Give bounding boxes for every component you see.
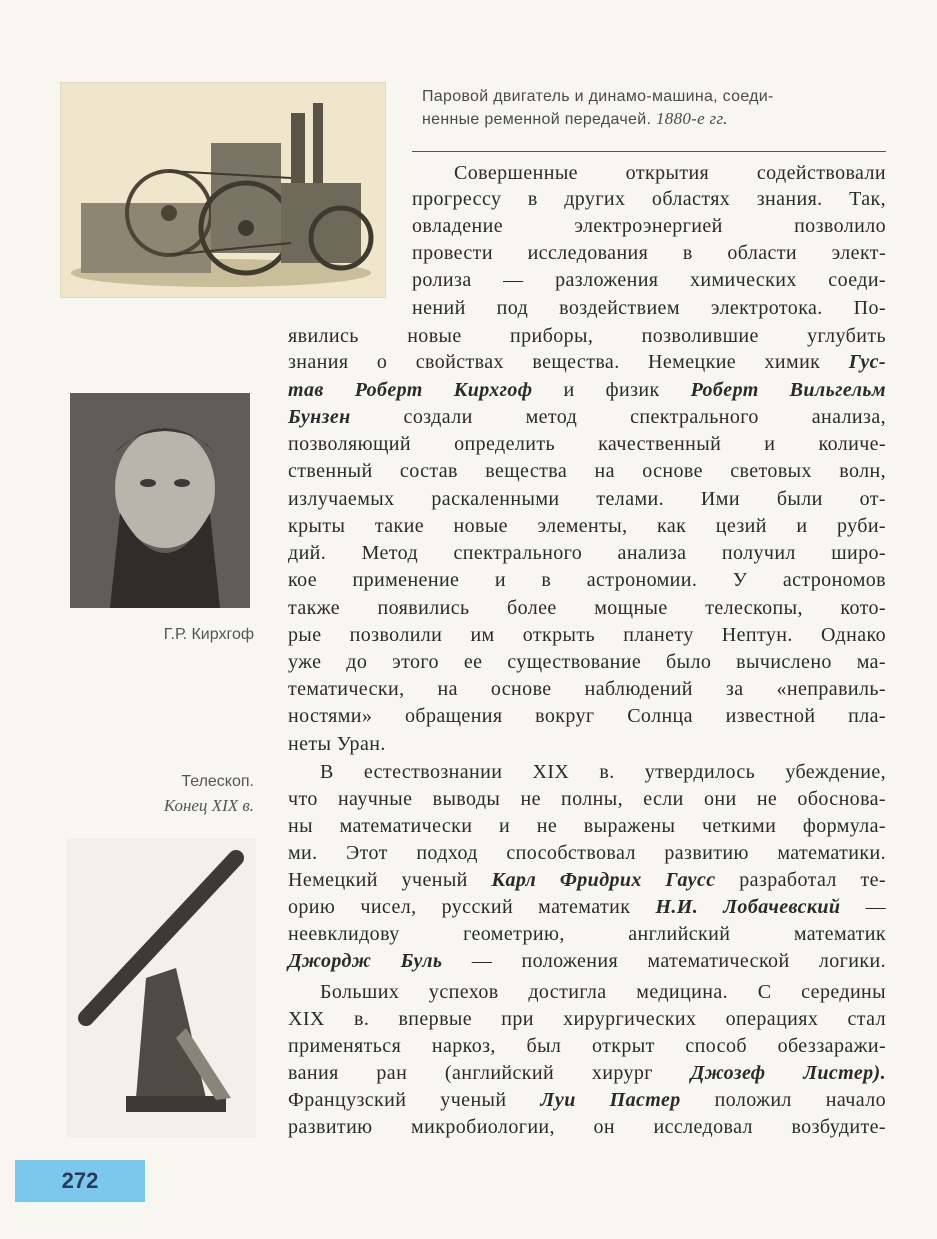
text-span: ственный состав вещества на основе световых волн,	[288, 460, 886, 482]
text-line	[288, 676, 886, 703]
text-span: Французский ученый	[288, 1089, 541, 1111]
highlighted-name: Бунзен	[288, 406, 351, 428]
text-line	[288, 540, 886, 567]
text-line	[288, 867, 886, 894]
steam-engine-illustration	[60, 82, 386, 298]
highlighted-name: Карл Фридрих Гаусс	[491, 869, 716, 891]
text-span: развитию микробиологии, он исследовал возбудите-	[288, 1116, 886, 1138]
engine-caption: Паровой двигатель и динамо-машина, соеди- ненные ременной передачей. 1880-е гг.	[422, 88, 774, 128]
text-line	[288, 703, 886, 730]
text-span: излучаемых раскаленными телами. Ими были от-	[288, 488, 886, 510]
telescope-caption: Телескоп. Конец XIX в.	[163, 773, 254, 815]
text-line	[288, 731, 886, 758]
text-line	[288, 786, 886, 813]
text-line	[412, 240, 886, 267]
text-line	[412, 186, 886, 213]
text-span: Больших успехов достигла медицина. С середины	[320, 981, 886, 1003]
portrait-caption: Г.Р. Кирхгоф	[163, 626, 254, 643]
text-span: дий. Метод спектрального анализа получил широ-	[288, 542, 886, 564]
text-line	[454, 160, 886, 187]
text-line	[288, 1006, 886, 1033]
text-span: явились новые приборы, позволившие углубить	[288, 325, 886, 347]
kirchhoff-portrait	[70, 393, 250, 608]
text-line	[288, 595, 886, 622]
text-span: Немецкий ученый	[288, 869, 492, 891]
text-span: что научные выводы не полны, если они не обоснова-	[288, 788, 886, 810]
text-line	[288, 1114, 886, 1141]
text-span: применяться наркоз, был открыт способ обеззаражи-	[288, 1035, 886, 1057]
text-span: знания о свойствах вещества. Немецкие химик	[288, 351, 849, 373]
text-span: положил начало	[680, 1089, 886, 1111]
text-line	[288, 567, 886, 594]
highlighted-name: Роберт Вильгельм	[690, 379, 887, 401]
text-span: создали метод спектрального анализа,	[350, 406, 886, 428]
engine-caption-date: 1880-е гг.	[655, 109, 728, 128]
text-span: тематически, на основе наблюдений за «неправиль-	[288, 678, 886, 700]
text-line	[288, 431, 886, 458]
text-span: ны математически и не выражены четкими формула-	[288, 815, 886, 837]
text-line	[412, 295, 886, 322]
highlighted-name: Джозеф Листер).	[690, 1062, 886, 1084]
text-span: В естествознании XIX в. утвердилось убеждение,	[320, 761, 886, 783]
page-number: 272	[61, 1168, 99, 1193]
text-line	[288, 813, 886, 840]
text-span: уже до этого ее существование было вычислено ма-	[288, 651, 886, 673]
text-span: разработал те-	[715, 869, 886, 891]
text-line	[288, 458, 886, 485]
text-span: Совершенные открытия содействовали	[454, 162, 886, 184]
text-span: крыты такие новые элементы, как цезий и руби-	[288, 515, 886, 537]
highlighted-name: Джордж Буль	[288, 950, 443, 972]
text-span: ролиза — разложения химических соеди-	[412, 269, 886, 291]
caption-divider	[412, 151, 886, 152]
text-line	[320, 759, 886, 786]
text-span: позволяющий определить качественный и количе-	[288, 433, 886, 455]
text-line	[288, 1033, 886, 1060]
text-span: провести исследования в области элект-	[412, 242, 886, 264]
highlighted-name: Гус-	[848, 351, 886, 373]
text-line	[288, 486, 886, 513]
text-span: ностями» обращения вокруг Солнца известной пла-	[288, 705, 886, 727]
highlighted-name: Н.И. Лобачевский	[655, 896, 841, 918]
text-line	[320, 979, 886, 1006]
text-line	[288, 622, 886, 649]
text-span: неевклидову геометрию, английский математик	[288, 923, 886, 945]
text-span: и физик	[532, 379, 691, 401]
text-line	[288, 840, 886, 867]
text-span: прогрессу в других областях знания. Так,	[412, 188, 886, 210]
text-span: XIX в. впервые при хирургических операциях стал	[288, 1008, 886, 1030]
highlighted-name: тав Роберт Кирхгоф	[288, 379, 533, 401]
text-span: рые позволили им открыть планету Нептун. Однако	[288, 624, 886, 646]
text-line	[288, 404, 886, 431]
text-span: орию чисел, русский математик	[288, 896, 656, 918]
highlighted-name: Луи Пастер	[540, 1089, 681, 1111]
text-line	[288, 921, 886, 948]
text-span: ми. Этот подход способствовал развитию математики.	[288, 842, 886, 864]
text-line	[288, 649, 886, 676]
text-span: также появились более мощные телескопы, кото-	[288, 597, 886, 619]
text-line	[412, 213, 886, 240]
text-span: вания ран (английский хирург	[288, 1062, 691, 1084]
text-line	[288, 1087, 886, 1114]
text-span: кое применение и в астрономии. У астрономов	[288, 569, 886, 591]
text-span: —	[840, 896, 886, 918]
text-line	[288, 377, 886, 404]
text-span: овладение электроэнергией позволило	[412, 215, 886, 237]
text-line	[412, 267, 886, 294]
text-span: неты Уран.	[288, 733, 386, 755]
text-line	[288, 948, 886, 975]
text-line	[288, 894, 886, 921]
text-line	[288, 513, 886, 540]
text-line	[288, 1060, 886, 1087]
text-line	[288, 349, 886, 376]
telescope-illustration	[66, 838, 256, 1138]
text-span: нений под воздействием электротока. По-	[412, 297, 886, 319]
text-span: — положения математической логики.	[442, 950, 886, 972]
text-line	[288, 323, 886, 350]
